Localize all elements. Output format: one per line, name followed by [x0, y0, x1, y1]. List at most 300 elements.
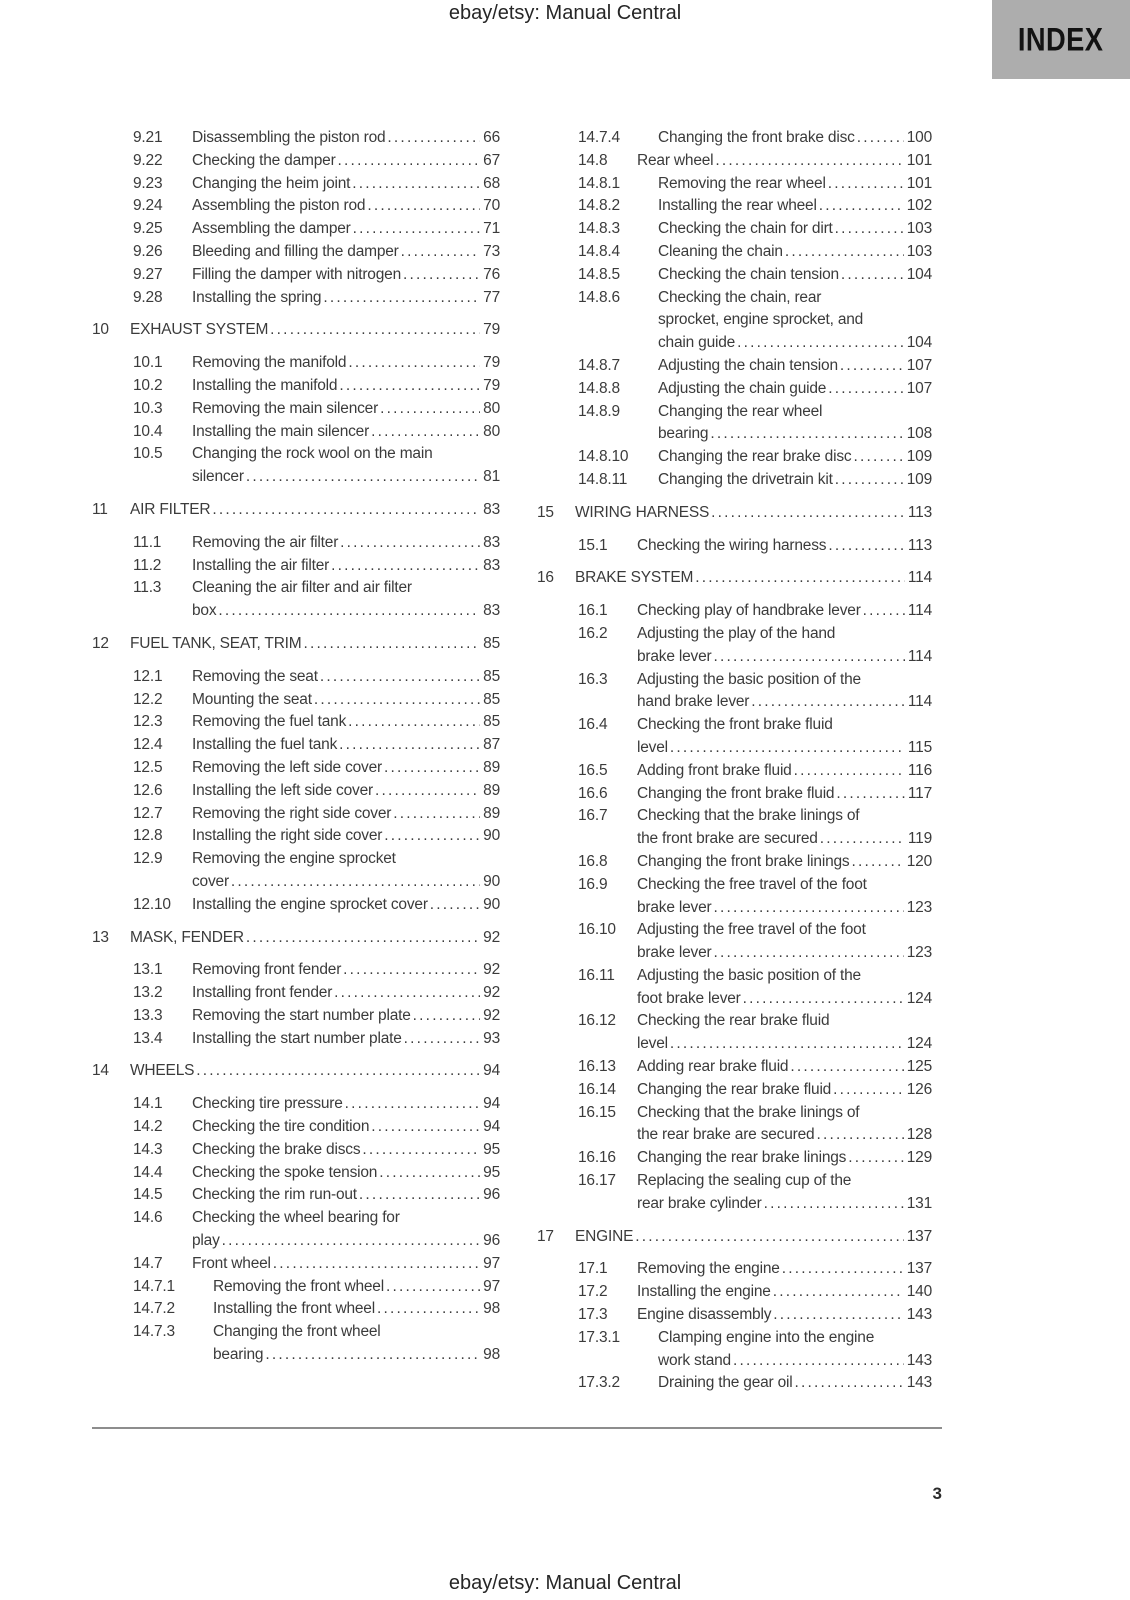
toc-entry-body — [637, 1170, 932, 1216]
toc-entry-last-line — [637, 600, 932, 623]
toc-entry-title: brake lever — [637, 898, 712, 916]
toc-entry-body — [637, 1147, 932, 1170]
toc-entry-body — [637, 669, 932, 715]
toc-entry-last-line — [192, 1162, 500, 1185]
toc-entry-body — [130, 499, 500, 522]
toc-entry-page: 113 — [907, 503, 932, 521]
toc-dot-leader — [828, 535, 905, 558]
toc-entry-number: 14.5 — [133, 1186, 163, 1204]
toc-entry-number: 14.8.11 — [578, 470, 628, 488]
toc-dot-leader — [819, 195, 904, 218]
toc-entry-title: Installing the engine — [637, 1283, 771, 1301]
toc-entry-last-line — [192, 1005, 500, 1028]
toc-entry-body — [658, 127, 932, 150]
toc-entry-last-line — [192, 689, 500, 712]
toc-entry-body — [192, 150, 500, 173]
toc-entry-body — [130, 633, 500, 656]
toc-dot-leader — [835, 469, 904, 492]
toc-entry-number: 11 — [92, 500, 108, 518]
toc-entry-number: 9.23 — [133, 174, 163, 192]
toc-entry-title: Draining the gear oil — [658, 1374, 793, 1392]
toc-entry-number: 17.3.2 — [578, 1374, 620, 1392]
toc-entry-page: 114 — [907, 647, 932, 665]
toc-dot-leader — [362, 1139, 480, 1162]
toc-entry-14.8.8 — [537, 378, 932, 401]
toc-entry-title: Removing the start number plate — [192, 1006, 411, 1024]
toc-entry-page: 123 — [906, 944, 932, 962]
toc-entry-title: Checking the spoke tension — [192, 1163, 378, 1181]
toc-entry-title-line: Changing the front wheel — [213, 1323, 381, 1341]
toc-entry-page: 85 — [483, 634, 500, 652]
toc-dot-leader — [743, 988, 904, 1011]
toc-entry-number: 9.24 — [133, 197, 163, 215]
toc-entry-16.5 — [537, 760, 932, 783]
toc-entry-last-line — [658, 1350, 932, 1373]
toc-entry-14.8.6 — [537, 287, 932, 355]
toc-entry-number: 9.27 — [133, 265, 163, 283]
toc-dot-leader — [371, 421, 480, 444]
toc-entry-last-line — [192, 173, 500, 196]
toc-entry-number: 14.8.6 — [578, 288, 620, 306]
toc-entry-page: 92 — [483, 984, 500, 1002]
toc-entry-title: Removing the seat — [192, 667, 318, 685]
toc-entry-page: 126 — [906, 1080, 932, 1098]
toc-entry-title-line: Removing the engine sprocket — [192, 850, 396, 868]
footer-title: ebay/etsy: Manual Central — [448, 1572, 682, 1594]
toc-dot-leader — [196, 1060, 480, 1083]
toc-entry-last-line — [192, 1093, 500, 1116]
toc-entry-body — [192, 398, 500, 421]
toc-entry-body — [192, 711, 500, 734]
toc-entry-16.8 — [537, 851, 932, 874]
toc-entry-number: 16.7 — [578, 807, 608, 825]
toc-entry-page: 109 — [906, 470, 932, 488]
toc-dot-leader — [231, 871, 480, 894]
toc-entry-9.25 — [92, 218, 500, 241]
toc-entry-last-line — [192, 127, 500, 150]
toc-entry-page: 107 — [906, 379, 932, 397]
toc-entry-title: Installing the spring — [192, 288, 322, 306]
toc-entry-last-line — [192, 555, 500, 578]
toc-entry-last-line — [637, 897, 932, 920]
toc-entry-last-line — [213, 1344, 500, 1367]
toc-entry-body — [575, 502, 932, 525]
toc-entry-title-line: Adjusting the basic position of the — [637, 670, 861, 688]
toc-entry-body — [192, 1005, 500, 1028]
toc-entry-number: 17.1 — [578, 1260, 608, 1278]
toc-entry-17.3.2 — [537, 1372, 932, 1395]
toc-entry-last-line — [575, 502, 932, 525]
toc-dot-leader — [393, 803, 480, 826]
toc-dot-leader — [790, 1056, 903, 1079]
toc-entry-body — [192, 1207, 500, 1253]
toc-entry-title: box — [192, 602, 217, 620]
toc-dot-leader — [403, 264, 480, 287]
toc-entry-body — [213, 1298, 500, 1321]
toc-entry-last-line — [192, 241, 500, 264]
toc-dot-leader — [773, 1281, 904, 1304]
toc-entry-body — [637, 874, 932, 920]
toc-entry-14.8.7 — [537, 355, 932, 378]
toc-dot-leader — [794, 760, 905, 783]
toc-entry-last-line — [192, 982, 500, 1005]
toc-entry-number: 16.12 — [578, 1012, 616, 1030]
toc-entry-last-line — [637, 988, 932, 1011]
toc-entry-number: 16.11 — [578, 966, 615, 984]
toc-entry-9.22 — [92, 150, 500, 173]
toc-dot-leader — [353, 218, 481, 241]
toc-dot-leader — [314, 689, 480, 712]
toc-entry-title-line: Changing the rear wheel — [658, 402, 823, 420]
toc-entry-number: 14.7.3 — [133, 1323, 175, 1341]
toc-entry-last-line — [192, 195, 500, 218]
toc-entry-title: Removing the right side cover — [192, 804, 392, 822]
toc-dot-leader — [430, 894, 480, 917]
toc-entry-14.8.2 — [537, 195, 932, 218]
toc-entry-number: 13.4 — [133, 1029, 163, 1047]
toc-entry-last-line — [192, 959, 500, 982]
toc-entry-number: 11.3 — [133, 579, 162, 597]
toc-entry-body — [637, 714, 932, 760]
toc-entry-body — [192, 803, 500, 826]
toc-entry-title: Changing the front brake linings — [637, 852, 850, 870]
toc-dot-leader — [339, 375, 480, 398]
toc-entry-14.7.1 — [92, 1276, 500, 1299]
toc-entry-page: 129 — [906, 1149, 932, 1167]
toc-entry-number: 16.5 — [578, 761, 608, 779]
toc-dot-leader — [836, 783, 905, 806]
toc-entry-body — [637, 1304, 932, 1327]
toc-entry-page: 140 — [906, 1283, 932, 1301]
toc-dot-leader — [863, 600, 905, 623]
toc-entry-body — [637, 623, 932, 669]
toc-entry-title: Removing the manifold — [192, 354, 347, 372]
toc-dot-leader — [773, 1304, 903, 1327]
toc-entry-10.1 — [92, 352, 500, 375]
toc-entry-14.8.9 — [537, 401, 932, 447]
toc-entry-title: Removing front fender — [192, 961, 342, 979]
toc-dot-leader — [371, 1116, 480, 1139]
toc-entry-number: 12.1 — [133, 667, 163, 685]
toc-entry-number: 14.8.9 — [578, 402, 620, 420]
toc-entry-body — [192, 1184, 500, 1207]
toc-entry-body — [192, 173, 500, 196]
toc-entry-body — [192, 443, 500, 489]
toc-entry-body — [575, 567, 932, 590]
toc-entry-number: 16.2 — [578, 624, 608, 642]
toc-entry-body — [192, 195, 500, 218]
toc-entry-title: Cleaning the chain — [658, 242, 783, 260]
toc-entry-page: 77 — [483, 288, 500, 306]
toc-entry-16.11 — [537, 965, 932, 1011]
toc-entry-body — [658, 401, 932, 447]
toc-dot-leader — [265, 1344, 480, 1367]
toc-entry-title: Checking the tire condition — [192, 1118, 370, 1136]
toc-entry-number: 16 — [537, 569, 554, 587]
toc-entry-page: 98 — [483, 1300, 500, 1318]
toc-entry-title-line: Checking the wheel bearing for — [192, 1209, 400, 1227]
toc-entry-16.16 — [537, 1147, 932, 1170]
toc-entry-last-line — [637, 1033, 932, 1056]
toc-entry-last-line — [192, 466, 500, 489]
toc-entry-16.7 — [537, 805, 932, 851]
toc-dot-leader — [404, 1028, 480, 1051]
toc-entry-last-line — [658, 446, 932, 469]
toc-entry-page: 80 — [483, 422, 500, 440]
toc-entry-number: 14 — [92, 1062, 109, 1080]
toc-entry-number: 14.7.2 — [133, 1300, 175, 1318]
toc-dot-leader — [379, 1162, 480, 1185]
toc-entry-page: 114 — [907, 602, 932, 620]
toc-entry-title: Installing the start number plate — [192, 1029, 402, 1047]
toc-entry-last-line — [637, 737, 932, 760]
toc-dot-leader — [413, 1005, 480, 1028]
toc-entry-number: 9.22 — [133, 151, 163, 169]
toc-dot-leader — [338, 150, 481, 173]
toc-dot-leader — [246, 466, 480, 489]
toc-entry-body — [637, 150, 932, 173]
toc-entry-title: silencer — [192, 468, 244, 486]
toc-dot-leader — [853, 446, 903, 469]
toc-entry-last-line — [637, 851, 932, 874]
toc-entry-page: 80 — [483, 399, 500, 417]
toc-entry-number: 13 — [92, 928, 109, 946]
toc-dot-leader — [222, 1230, 481, 1253]
toc-entry-number: 14.3 — [133, 1140, 163, 1158]
toc-entry-14.7.4 — [537, 127, 932, 150]
toc-dot-leader — [713, 646, 904, 669]
toc-entry-14.3 — [92, 1139, 500, 1162]
toc-dot-leader — [401, 241, 481, 264]
toc-dot-leader — [841, 264, 904, 287]
toc-entry-13.4 — [92, 1028, 500, 1051]
toc-entry-body — [658, 469, 932, 492]
toc-dot-leader — [384, 757, 480, 780]
toc-entry-16.14 — [537, 1079, 932, 1102]
toc-entry-number: 14.8.8 — [578, 379, 620, 397]
toc-entry-number: 14.2 — [133, 1118, 163, 1136]
toc-left-column — [92, 127, 500, 1367]
toc-entry-page: 90 — [483, 872, 500, 890]
toc-entry-number: 16.14 — [578, 1080, 616, 1098]
toc-entry-page: 143 — [906, 1351, 932, 1369]
toc-entry-11.2 — [92, 555, 500, 578]
toc-entry-last-line — [192, 871, 500, 894]
toc-entry-12 — [92, 633, 500, 656]
toc-entry-body — [192, 1139, 500, 1162]
toc-entry-page: 66 — [483, 129, 500, 146]
toc-entry-title: Adjusting the chain tension — [658, 356, 838, 374]
toc-entry-page: 76 — [483, 265, 500, 283]
toc-entry-12.5 — [92, 757, 500, 780]
toc-entry-number: 12.9 — [133, 850, 163, 868]
toc-entry-number: 17.2 — [578, 1283, 608, 1301]
toc-entry-title: rear brake cylinder — [637, 1194, 762, 1212]
toc-entry-title: Installing the engine sprocket cover — [192, 895, 428, 913]
toc-entry-last-line — [213, 1276, 500, 1299]
toc-entry-title: Checking play of handbrake lever — [637, 602, 861, 620]
toc-entry-page: 115 — [907, 738, 932, 756]
toc-entry-number: 15.1 — [578, 536, 608, 554]
toc-entry-number: 16.13 — [578, 1058, 616, 1076]
toc-entry-16 — [537, 567, 932, 590]
toc-entry-13.1 — [92, 959, 500, 982]
toc-entry-title: Installing the right side cover — [192, 827, 383, 845]
toc-entry-body — [658, 195, 932, 218]
toc-entry-body — [192, 577, 500, 623]
toc-entry-last-line — [658, 127, 932, 150]
toc-entry-14.4 — [92, 1162, 500, 1185]
toc-entry-page: 98 — [483, 1346, 500, 1364]
toc-entry-body — [658, 218, 932, 241]
toc-entry-last-line — [658, 218, 932, 241]
toc-entry-last-line — [192, 421, 500, 444]
toc-dot-leader — [751, 691, 905, 714]
toc-entry-last-line — [575, 1226, 932, 1249]
toc-entry-title-line: Checking that the brake linings of — [637, 1103, 860, 1121]
toc-entry-last-line — [192, 375, 500, 398]
toc-entry-last-line — [192, 1253, 500, 1276]
toc-entry-last-line — [192, 287, 500, 310]
toc-entry-14.2 — [92, 1116, 500, 1139]
toc-entry-10.5 — [92, 443, 500, 489]
toc-entry-body — [192, 127, 500, 150]
toc-entry-last-line — [192, 218, 500, 241]
toc-entry-10.2 — [92, 375, 500, 398]
footer-rule — [92, 1427, 942, 1429]
toc-entry-last-line — [658, 423, 932, 446]
toc-entry-title: hand brake lever — [637, 693, 750, 711]
toc-entry-page: 90 — [483, 895, 500, 913]
toc-entry-number: 17 — [537, 1227, 554, 1245]
toc-entry-last-line — [637, 1281, 932, 1304]
toc-entry-page: 83 — [483, 556, 500, 574]
toc-entry-12.10 — [92, 894, 500, 917]
toc-entry-number: 9.25 — [133, 220, 163, 238]
toc-entry-title: Removing the engine — [637, 1260, 780, 1278]
toc-entry-number: 14.7.4 — [578, 129, 620, 146]
toc-entry-last-line — [658, 378, 932, 401]
toc-entry-number: 12 — [92, 634, 109, 652]
toc-entry-body — [192, 375, 500, 398]
toc-entry-page: 120 — [906, 852, 932, 870]
toc-entry-last-line — [658, 264, 932, 287]
toc-entry-last-line — [192, 780, 500, 803]
toc-dot-leader — [323, 287, 480, 310]
toc-entry-page: 89 — [483, 804, 500, 822]
toc-entry-body — [130, 319, 500, 342]
toc-entry-12.4 — [92, 734, 500, 757]
toc-entry-body — [192, 241, 500, 264]
toc-entry-title: Installing front fender — [192, 984, 333, 1002]
toc-entry-title: WHEELS — [130, 1062, 195, 1080]
toc-dot-leader — [715, 150, 903, 173]
toc-dot-leader — [710, 423, 903, 446]
toc-entry-title: Installing the front wheel — [213, 1300, 375, 1318]
toc-entry-last-line — [658, 355, 932, 378]
toc-entry-body — [192, 218, 500, 241]
toc-entry-last-line — [637, 1193, 932, 1216]
toc-entry-body — [192, 757, 500, 780]
toc-entry-body — [637, 1102, 932, 1148]
toc-entry-title: work stand — [658, 1351, 731, 1369]
toc-dot-leader — [670, 1033, 904, 1056]
toc-entry-last-line — [637, 942, 932, 965]
toc-entry-number: 12.3 — [133, 713, 163, 731]
toc-entry-page: 73 — [483, 242, 500, 260]
toc-entry-14.7.3 — [92, 1321, 500, 1367]
toc-entry-page: 94 — [483, 1095, 500, 1113]
toc-entry-number: 10.1 — [133, 354, 163, 372]
toc-entry-14.8 — [537, 150, 932, 173]
toc-entry-title-line: Checking that the brake linings of — [637, 807, 860, 825]
toc-entry-last-line — [658, 332, 932, 355]
toc-entry-body — [192, 848, 500, 894]
toc-entry-body — [192, 1162, 500, 1185]
toc-entry-9.23 — [92, 173, 500, 196]
toc-entry-page: 119 — [907, 830, 932, 848]
toc-entry-number: 14.8 — [578, 151, 608, 169]
toc-entry-body — [658, 1372, 932, 1395]
toc-entry-16.4 — [537, 714, 932, 760]
toc-entry-page: 103 — [906, 220, 932, 238]
toc-entry-11 — [92, 499, 500, 522]
toc-entry-last-line — [192, 894, 500, 917]
toc-entry-page: 124 — [906, 989, 932, 1007]
toc-entry-body — [658, 287, 932, 355]
toc-entry-number: 13.3 — [133, 1006, 163, 1024]
toc-entry-title: bearing — [658, 425, 709, 443]
toc-dot-leader — [304, 633, 481, 656]
toc-entry-body — [130, 1060, 500, 1083]
toc-dot-leader — [345, 1093, 480, 1116]
toc-entry-16.6 — [537, 783, 932, 806]
toc-entry-title-line: Adjusting the play of the hand — [637, 624, 836, 642]
toc-dot-leader — [851, 851, 903, 874]
toc-dot-leader — [848, 1147, 904, 1170]
toc-entry-last-line — [192, 734, 500, 757]
toc-entry-body — [192, 780, 500, 803]
toc-entry-title-line: Changing the rock wool on the main — [192, 445, 433, 463]
toc-entry-title-line: Checking the chain, rear — [658, 288, 822, 306]
toc-entry-title: EXHAUST SYSTEM — [130, 321, 269, 339]
toc-entry-number: 16.3 — [578, 670, 608, 688]
toc-entry-number: 17.3.1 — [578, 1328, 620, 1346]
toc-entry-title: Adding front brake fluid — [637, 761, 792, 779]
toc-dot-leader — [218, 600, 480, 623]
toc-entry-body — [637, 1010, 932, 1056]
toc-entry-body — [192, 666, 500, 689]
toc-entry-number: 12.8 — [133, 827, 163, 845]
toc-entry-title-line: Replacing the sealing cup of the — [637, 1172, 852, 1190]
toc-entry-page: 124 — [906, 1035, 932, 1053]
toc-entry-title: Front wheel — [192, 1254, 271, 1272]
toc-entry-16.13 — [537, 1056, 932, 1079]
header-title: ebay/etsy: Manual Central — [448, 2, 682, 24]
page-number: 3 — [932, 1484, 942, 1503]
toc-entry-page: 90 — [483, 827, 500, 845]
toc-entry-body — [192, 982, 500, 1005]
toc-entry-last-line — [658, 1372, 932, 1395]
toc-entry-page: 128 — [906, 1126, 932, 1144]
toc-entry-body — [192, 532, 500, 555]
toc-entry-number: 13.1 — [133, 961, 163, 979]
toc-entry-14 — [92, 1060, 500, 1083]
toc-entry-14.8.3 — [537, 218, 932, 241]
toc-entry-body — [637, 965, 932, 1011]
toc-entry-16.10 — [537, 919, 932, 965]
toc-entry-number: 12.2 — [133, 690, 163, 708]
